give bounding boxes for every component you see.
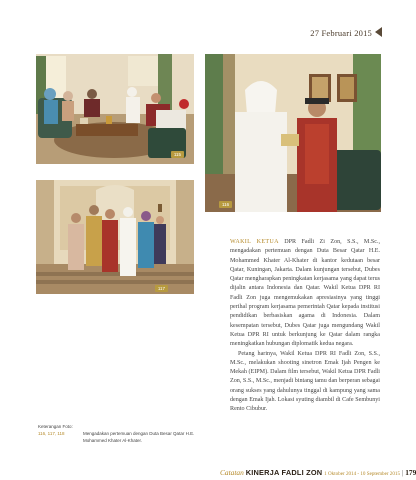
article-body — [230, 238, 380, 415]
caption-text: Mengadakan pertemuan dengan Duta Besar Qatar H.E. Mohammed Khater Al-Khater. — [83, 431, 195, 443]
photo-group — [36, 180, 194, 294]
photo-number-badge: 117 — [155, 285, 168, 292]
photo-number-badge: 116 — [219, 201, 232, 208]
article-paragraph-text: DPR Fadli Zi Zon, S.S., M.Sc., mengadakan pertemuan dengan Duta Besar Qatar H.E. Mohammed Khater Al-Khater di kantor kedutaan besar Qatar, Kuningan, Jakarta. Dalam kunjungan tersebut, Dubes Qatar mengharapkan peningkatan kerjasama yang dapat terus dijalin antara Indonesia dan Qatar. Wakil Ketua DPR RI Fadli Zon juga mengemukakan apresiasinya yang tinggi perihal program kerjasama pemerintah Qatar kepada institusi pendidikan berbasiskan agama di Indonesia. Dalam kesempatan tersebut, Dubes Qatar juga mengundang Wakil Ketua DPR RI untuk berkunjung ke Qatar dalam rangka meningkatkan hubungan diplomatik kedua negara. — [230, 239, 380, 348]
article-paragraph — [230, 238, 380, 350]
page-footer — [220, 468, 416, 477]
header-arrow-icon — [375, 27, 382, 37]
footer-title: KINERJA FADLI ZON — [245, 468, 323, 477]
article-paragraph: Petang harinya, Wakil Ketua DPR RI Fadli Zon, S.S., M.Sc., melakukan shooting sinetron Emak Ijah Pengen ke Mekah (EIPM). Dalam film tersebut, Wakil Ketua DPR Fadli Zon, S.S., M.Sc., menjadi bintang tamu dan berperan sebagai orang sukses yang dahulunya tinggal di kampung yang sama dengan Emak Ijah. Lokasi syuting diambil di Cafe Sembunyi Rento Cibubur. — [230, 350, 380, 413]
footer-period: 1 Oktober 2014 - 10 September 2015 — [324, 471, 400, 477]
photo-living-room — [36, 54, 194, 164]
footer-word: Catatan — [220, 468, 244, 477]
footer-divider: | — [401, 468, 404, 477]
photo-gift-exchange — [205, 54, 381, 212]
header-date: 27 Februari 2015 — [310, 28, 372, 38]
photo-gift-exchange-art — [205, 54, 381, 212]
page-number: 179 — [405, 468, 416, 477]
caption-label: Keterangan Foto: — [38, 424, 73, 429]
article-lead: WAKIL KETUA — [230, 239, 279, 245]
photo-living-room-art — [36, 54, 194, 164]
photo-number-badge: 115 — [171, 151, 184, 158]
photo-group-art — [36, 180, 194, 294]
caption-photo-ids: 116, 117, 118 — [38, 431, 65, 436]
